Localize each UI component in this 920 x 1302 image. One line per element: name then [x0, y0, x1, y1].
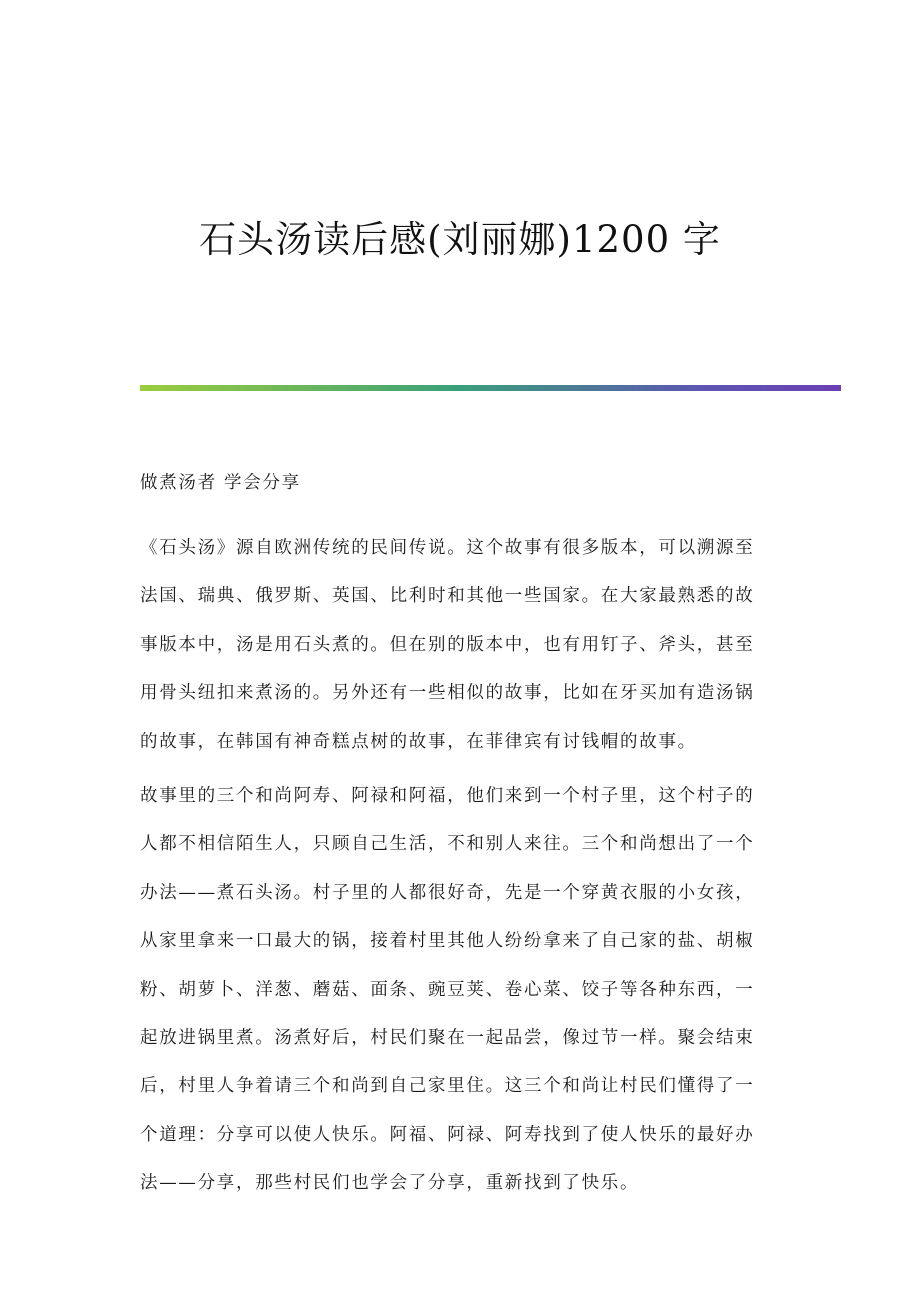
section-subheading: 做煮汤者 学会分享 — [140, 473, 301, 493]
document-body — [140, 468, 772, 1208]
paragraph-1: 《石头汤》源自欧洲传统的民间传说。这个故事有很多版本，可以溯源至法国、瑞典、俄罗斯、英国、比利时和其他一些国家。在大家最熟悉的故事版本中，汤是用石头煮的。但在别的版本中，也有用钉子、斧头，甚至用骨头纽扣来煮汤的。另外还有一些相似的故事，比如在牙买加有造汤锅的故事，在韩国有神奇糕点树的故事，在菲律宾有讨钱帽的故事。 — [140, 538, 755, 752]
paragraph-2: 故事里的三个和尚阿寿、阿禄和阿福，他们来到一个村子里，这个村子的人都不相信陌生人，只顾自己生活，不和别人来往。三个和尚想出了一个办法——煮石头汤。村子里的人都很好奇，先是一个穿黄衣服的小女孩，从家里拿来一口最大的锅，接着村里其他人纷纷拿来了自己家的盐、胡椒粉、胡萝卜、洋葱、蘑菇、面条、豌豆荚、卷心菜、饺子等各种东西，一起放进锅里煮。汤煮好后，村民们聚在一起品尝，像过节一样。聚会结束后，村里人争着请三个和尚到自己家里住。这三个和尚让村民们懂得了一个道理：分享可以使人快乐。阿福、阿禄、阿寿找到了使人快乐的最好办法——分享，那些村民们也学会了分享，重新找到了快乐。 — [140, 786, 755, 1194]
document-title: 石头汤读后感(刘丽娜)1200 字 — [199, 218, 721, 261]
gradient-divider — [140, 385, 841, 391]
